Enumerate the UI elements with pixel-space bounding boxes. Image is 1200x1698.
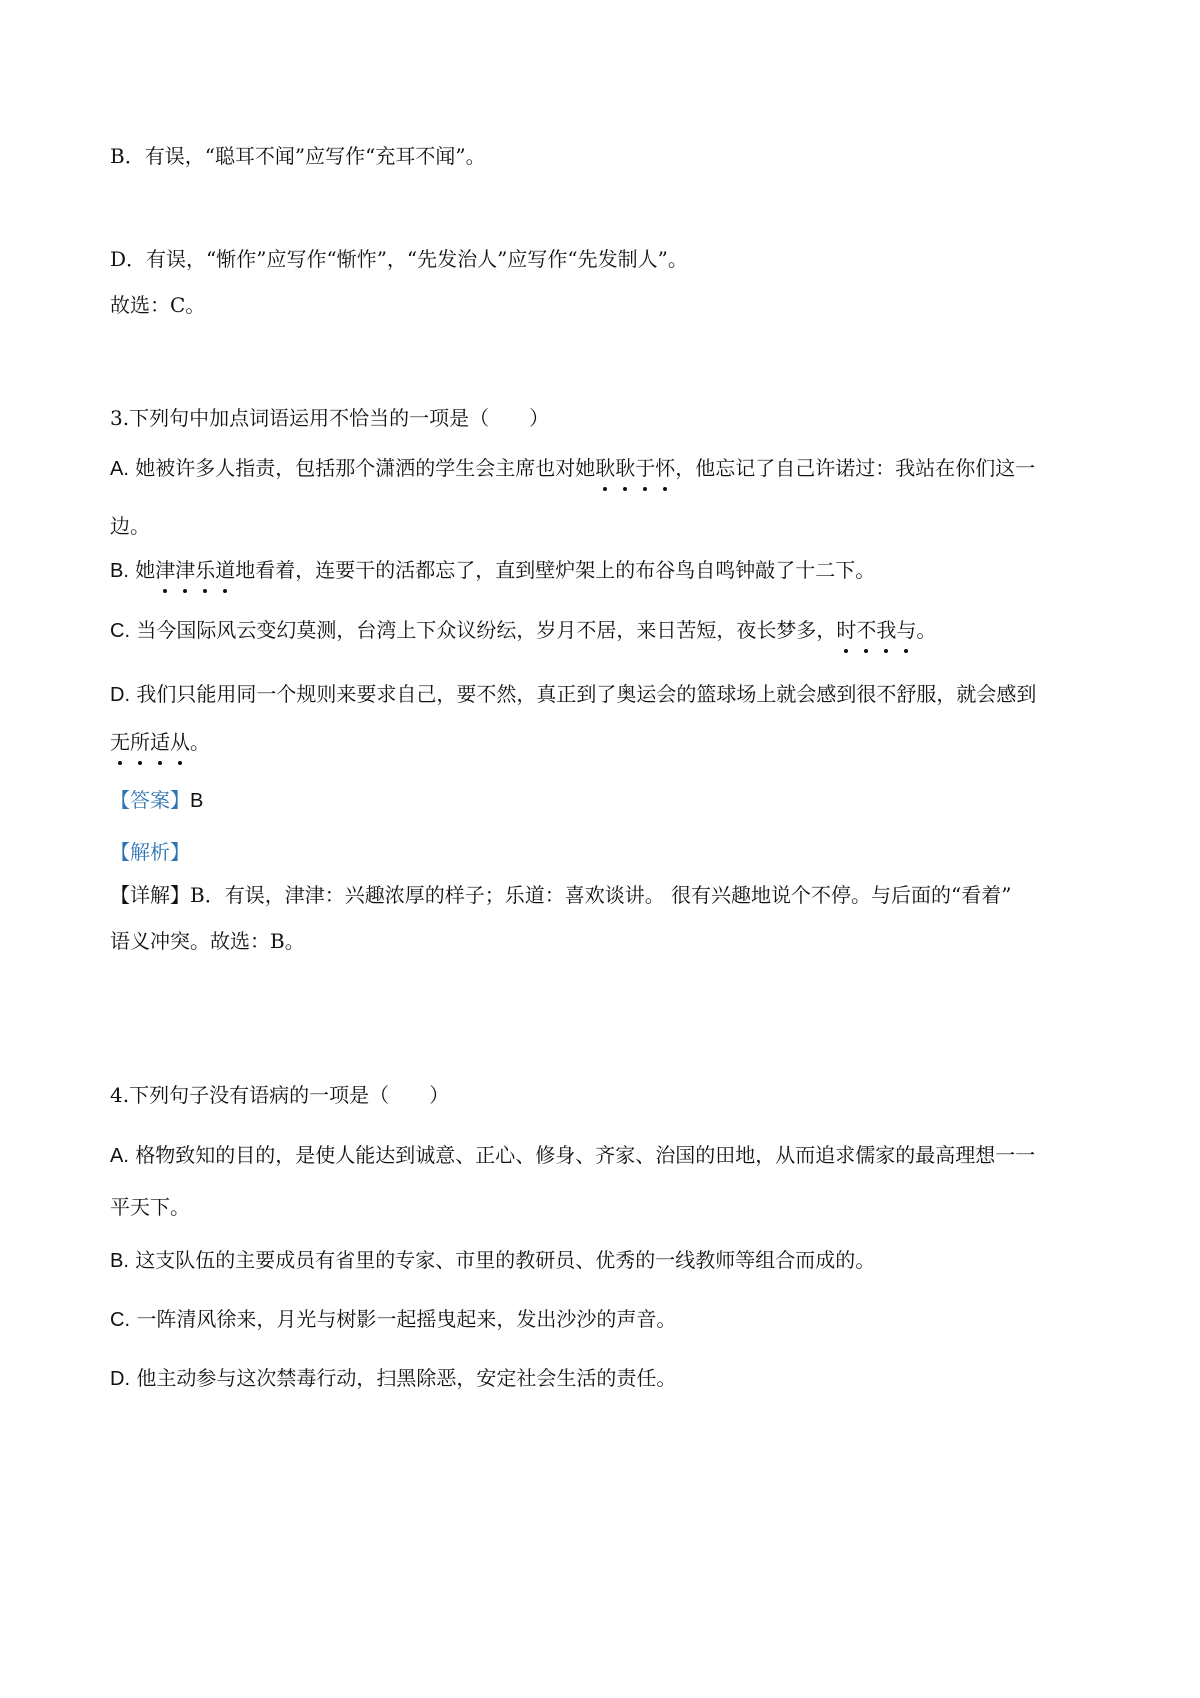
q4-option-b [110,1246,1100,1275]
dotted-char: 津 [175,558,196,582]
analysis-label: 【解析】 [110,840,190,864]
q3-answer [110,786,1100,815]
q3-analysis-label [110,838,1100,866]
option-label: A. [110,458,129,480]
option-label: B. [110,560,129,582]
option-label: D. [110,1368,130,1390]
detail-label: 【详解】 [110,883,190,907]
q3-option-c [110,616,1100,645]
dotted-char: 怀 [655,456,676,480]
q2-conclusion: 故选：C。 [110,293,206,317]
option-label: B. [110,1250,129,1272]
dotted-char: 时 [836,618,857,642]
answer-label: 【答案】 [110,788,190,812]
q3-detail-cont: 语义冲突。故选：B。 [110,929,305,953]
q4-option-c [110,1305,1100,1334]
option-text: 她被许多人指责，包括那个潇洒的学生会主席也对她 [128,456,596,480]
dotted-char: 耿 [595,456,616,480]
dotted-char: 我 [876,618,897,642]
option-text: 。 [190,730,210,754]
dotted-char: 从 [170,730,190,754]
dotted-char: 所 [130,730,150,754]
option-text: 他主动参与这次禁毒行动，扫黑除恶，安定社会生活的责任。 [130,1366,677,1390]
option-label: C. [110,620,130,642]
q3-option-a [110,454,1100,483]
option-text: 当今国际风云变幻莫测，台湾上下众议纷纭，岁月不居，来日苦短，夜长梦多， [130,618,837,642]
dotted-char: 耿 [615,456,636,480]
q3-option-d-cont [110,728,1100,756]
dotted-char: 津 [155,558,176,582]
option-label: D. [110,684,130,706]
q2-analysis-d: D．有误，“惭作”应写作“惭怍”，“先发治人”应写作“先发制人”。 [110,247,688,271]
option-text: 格物致知的目的，是使人能达到诚意、正心、修身、齐家、治国的田地，从而追求儒家的最高理想一一 [128,1143,1036,1167]
q3-option-a-cont: 边。 [110,514,150,538]
dotted-char: 不 [856,618,877,642]
q3-detail [110,881,1100,909]
q4-option-d [110,1364,1100,1393]
q4-option-a-cont: 平天下。 [110,1195,190,1219]
dotted-char: 无 [110,730,130,754]
q3-question: 3.下列句中加点词语运用不恰当的一项是（ ） [110,406,550,430]
dotted-char: 于 [635,456,656,480]
option-text: ，他忘记了自己许诺过：我站在你们这一 [675,456,1036,480]
option-text: 地看着，连要干的活都忘了，直到壁炉架上的布谷鸟自鸣钟敲了十二下。 [235,558,876,582]
q4-question: 4.下列句子没有语病的一项是（ ） [110,1083,450,1107]
option-text: 这支队伍的主要成员有省里的专家、市里的教研员、优秀的一线教师等组合而成的。 [128,1248,876,1272]
answer-value: B [190,790,204,812]
q3-option-d [110,680,1100,709]
dotted-char: 与 [896,618,917,642]
option-label: C. [110,1309,130,1331]
detail-text: B．有误，津津：兴趣浓厚的样子；乐道：喜欢谈讲。 很有兴趣地说个不停。与后面的“看着” [190,883,1012,907]
q4-option-a [110,1141,1100,1170]
dotted-char: 道 [215,558,236,582]
option-text: 她 [128,558,156,582]
option-text: 。 [916,618,937,642]
dotted-char: 乐 [195,558,216,582]
q2-analysis-b: B．有误，“聪耳不闻”应写作“充耳不闻”。 [110,144,486,168]
option-label: A. [110,1145,129,1167]
q3-option-b [110,556,1100,585]
dotted-char: 适 [150,730,170,754]
option-text: 一阵清风徐来，月光与树影一起摇曳起来，发出沙沙的声音。 [130,1307,677,1331]
option-text: 我们只能用同一个规则来要求自己，要不然，真正到了奥运会的篮球场上就会感到很不舒服，就会感到 [130,682,1037,706]
